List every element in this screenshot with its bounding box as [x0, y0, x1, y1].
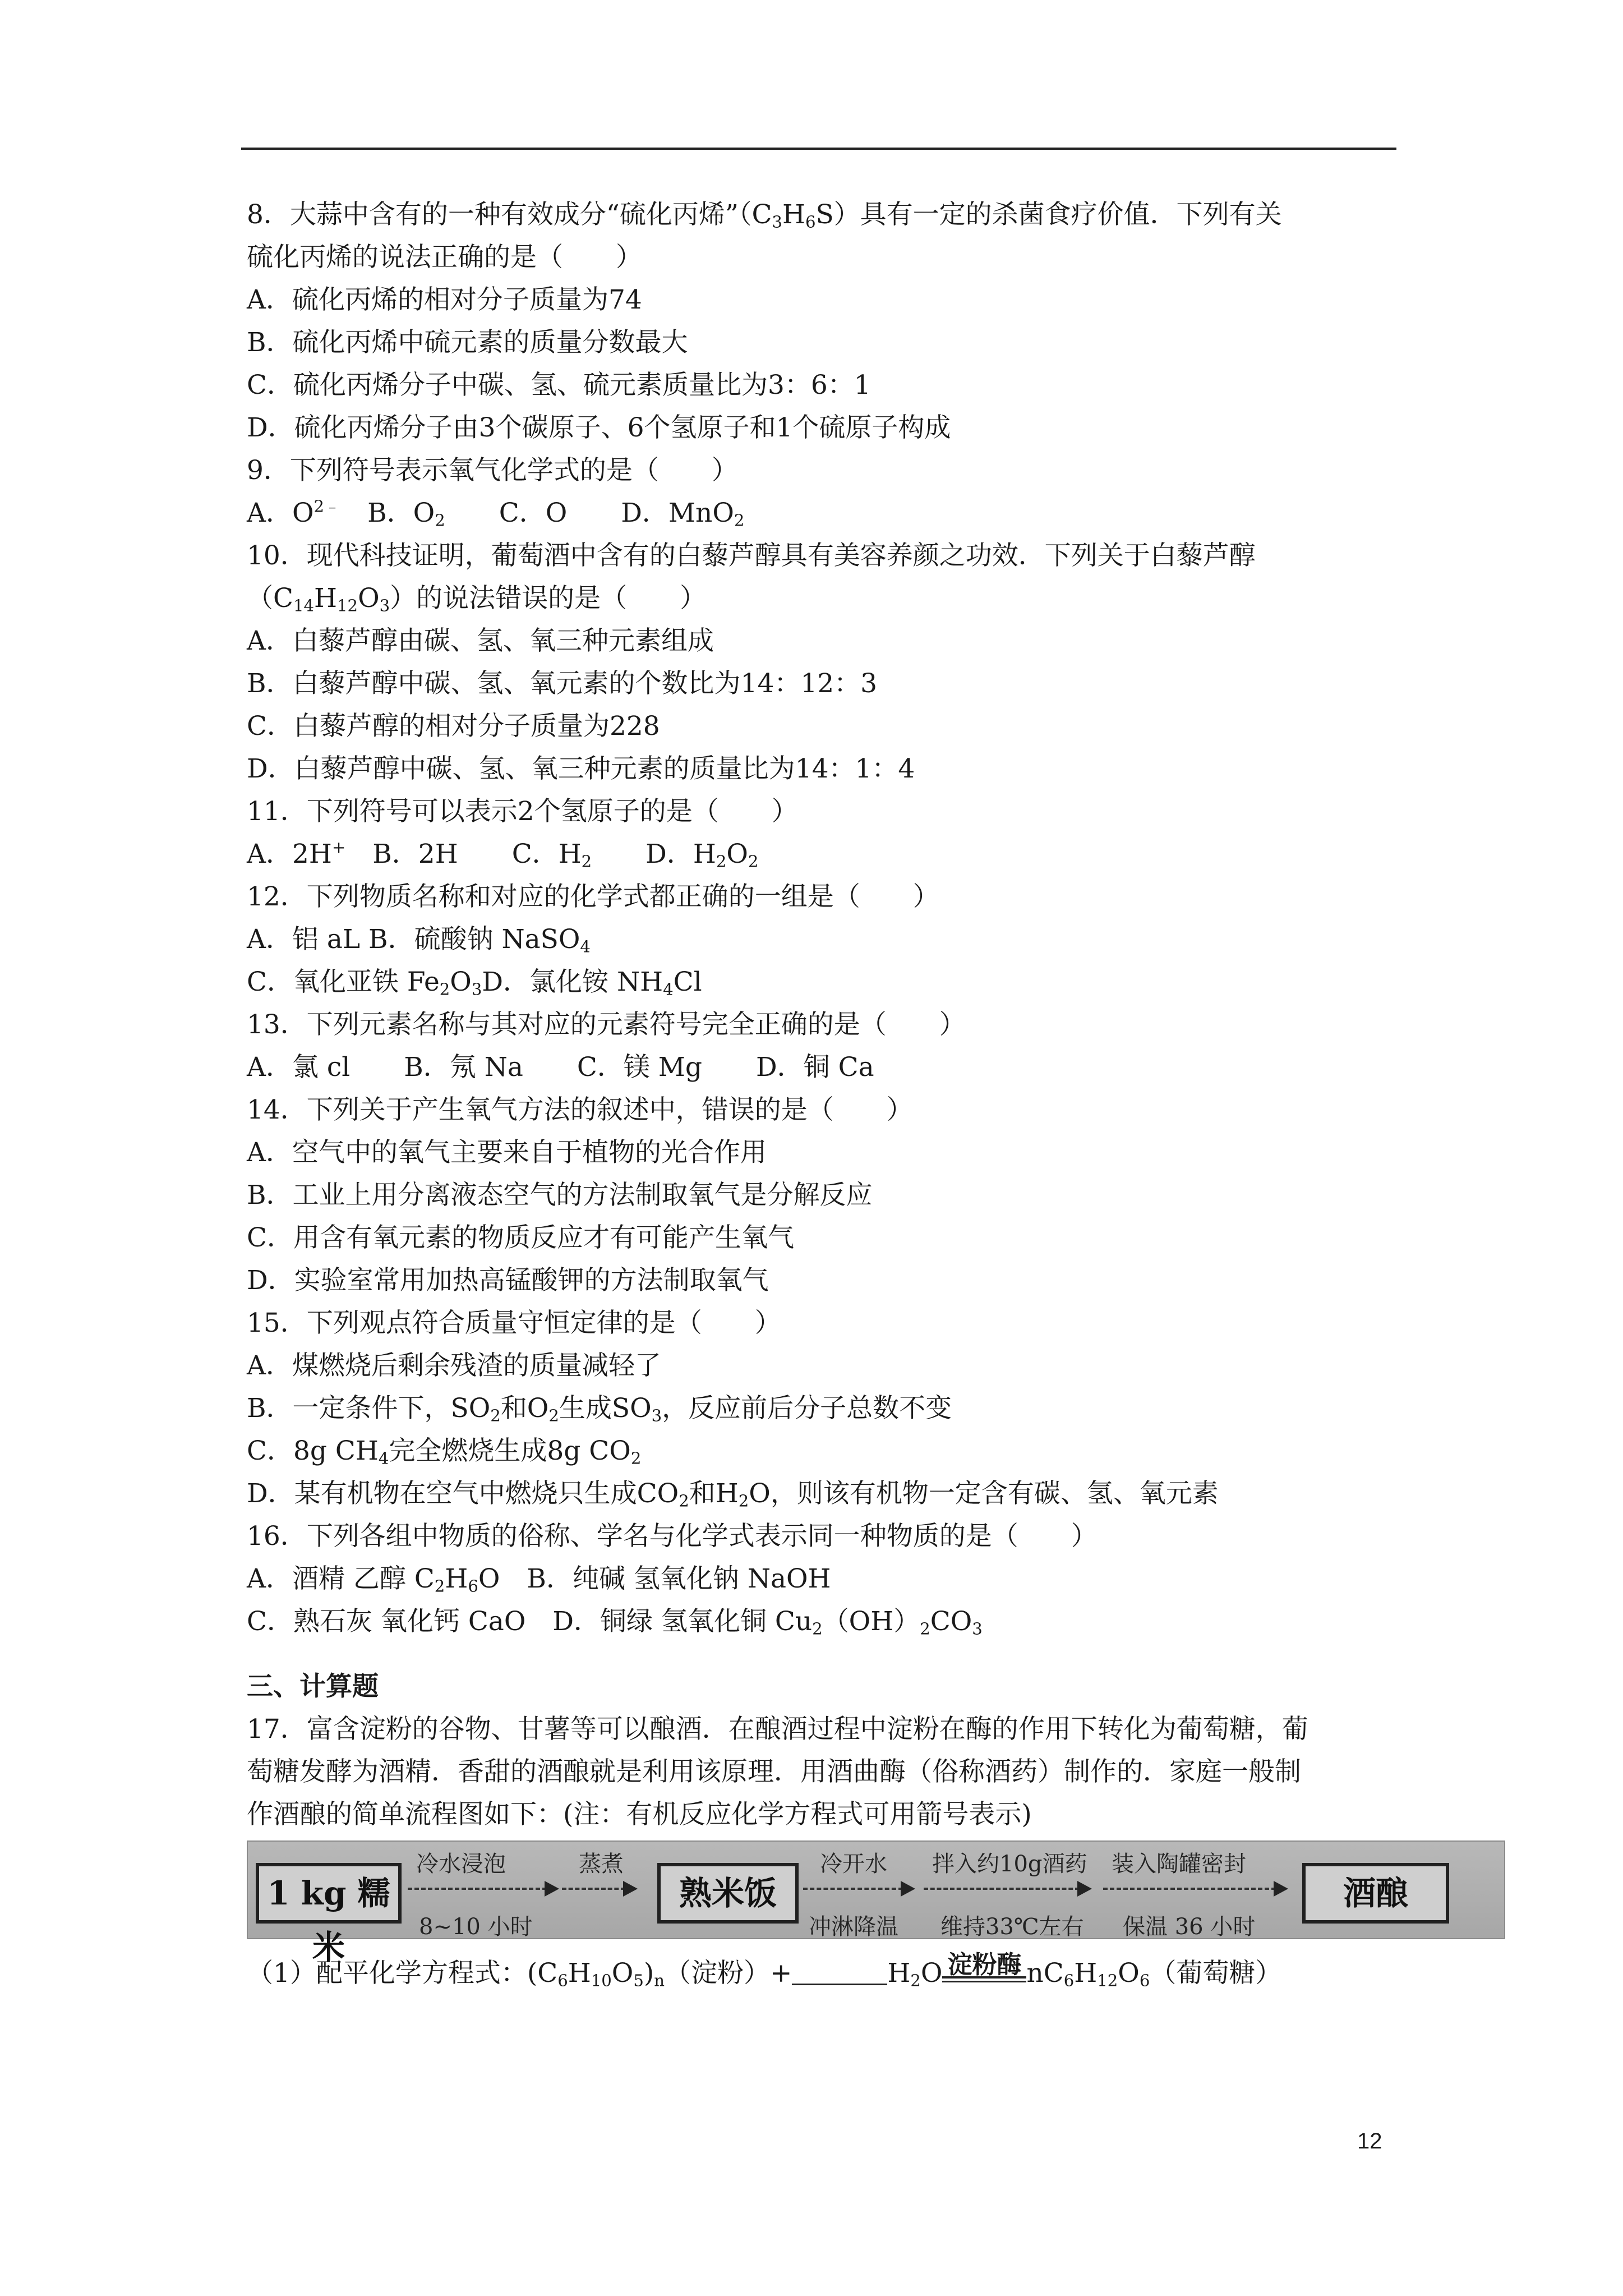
- flow-label-steam: 蒸煮: [579, 1851, 624, 1877]
- header-rule: [241, 148, 1396, 150]
- q12-stem: 12．下列物质名称和对应的化学式都正确的一组是（ ）: [247, 881, 939, 912]
- q8-stem-2: 硫化丙烯的说法正确的是（ ）: [247, 242, 642, 273]
- q16-stem: 16．下列各组中物质的俗称、学名与化学式表示同一种物质的是（ ）: [247, 1521, 1098, 1552]
- q15-option-c: C．8g $CH_4$完全燃烧生成8g $CO_2$: [247, 1435, 642, 1468]
- q10-option-a: A．白藜芦醇由碳、氢、氧三种元素组成: [247, 625, 714, 656]
- flow-arrow-3: [924, 1875, 1092, 1903]
- flow-label-keep-temp: 维持33℃左右: [940, 1914, 1084, 1940]
- q15-stem: 15．下列观点符合质量守恒定律的是（ ）: [247, 1308, 781, 1338]
- flow-label-incubate: 保温 36 小时: [1123, 1914, 1256, 1940]
- flow-arrow-1b: [562, 1875, 638, 1903]
- flow-box-rice-wine: 酒酿: [1302, 1863, 1449, 1924]
- q10-stem: 10．现代科技证明，葡萄酒中含有的白藜芦醇具有美容养颜之功效．下列关于白藜芦醇: [247, 540, 1256, 571]
- q12-options-ab: A．铝 aL B．硫酸钠 NaSO$_4$: [247, 924, 591, 956]
- section-title-calculation: 三、计算题: [247, 1671, 379, 1702]
- reaction-arrow: [942, 1952, 1026, 1985]
- flow-box-glutinous-rice: 1 kg 糯米: [256, 1863, 402, 1924]
- q16-options-ab: A．酒精 乙醇 $C_2H_6O$ B．纯碱 氢氧化钠 NaOH: [247, 1563, 831, 1596]
- q9-options: A．$O^{2﹣}$ B．$O_2$ C．O D．MnO$_2$: [247, 496, 745, 530]
- q14-option-d: D．实验室常用加热高锰酸钾的方法制取氧气: [247, 1265, 769, 1296]
- q10-option-d: D．白藜芦醇中碳、氢、氧三种元素的质量比为14：1：4: [247, 753, 915, 784]
- q11-stem: 11．下列符号可以表示2个氢原子的是（ ）: [247, 796, 798, 827]
- reaction-catalyst: 淀粉酶: [947, 1950, 1022, 1979]
- q8-option-b: B．硫化丙烯中硫元素的质量分数最大: [247, 327, 688, 358]
- q10-option-c: C．白藜芦醇的相对分子质量为228: [247, 711, 660, 742]
- q14-option-b: B．工业上用分离液态空气的方法制取氧气是分解反应: [247, 1180, 873, 1211]
- q14-option-c: C．用含有氧元素的物质反应才有可能产生氧气: [247, 1222, 794, 1253]
- q11-options: A．2H+ B．2H C．$H_2$ D．$H_2O_2$: [247, 838, 759, 871]
- q17-line-1: 17．富含淀粉的谷物、甘薯等可以酿酒．在酿酒过程中淀粉在酶的作用下转化为葡萄糖，葡: [247, 1714, 1308, 1745]
- q8-option-a: A．硫化丙烯的相对分子质量为74: [247, 284, 642, 315]
- q15-option-b: B．一定条件下，$SO_2$和$O_2$生成$SO_3$，反应前后分子总数不变: [247, 1393, 952, 1425]
- q17-line-2: 萄糖发酵为酒精．香甜的酒酿就是利用该原理．用酒曲酶（俗称酒药）制作的．家庭一般制: [247, 1756, 1301, 1787]
- flow-label-cold-water: 冷开水: [820, 1851, 887, 1877]
- flow-label-seal: 装入陶罐密封: [1112, 1851, 1246, 1877]
- q15-option-a: A．煤燃烧后剩余残渣的质量减轻了: [247, 1350, 661, 1381]
- q9-stem: 9．下列符号表示氧气化学式的是（ ）: [247, 455, 738, 486]
- flow-label-add-yeast: 拌入约10g酒药: [932, 1851, 1087, 1877]
- q14-stem: 14．下列关于产生氧气方法的叙述中，错误的是（ ）: [247, 1094, 913, 1125]
- flow-label-cool-down: 冲淋降温: [809, 1914, 898, 1940]
- flow-arrow-1: [408, 1875, 559, 1903]
- q14-option-a: A．空气中的氧气主要来自于植物的光合作用: [247, 1137, 767, 1168]
- q10-option-b: B．白藜芦醇中碳、氢、氧元素的个数比为14：12：3: [247, 668, 878, 699]
- q8-option-c: C．硫化丙烯分子中碳、氢、硫元素质量比为3：6：1: [247, 370, 871, 401]
- q10-stem-2: $(C_{14}H_{12}O_3)$的说法错误的是（ ）: [247, 583, 707, 615]
- q16-options-cd: C．熟石灰 氧化钙 CaO D．铜绿 氢氧化铜 $Cu_2(OH)_2CO_3$: [247, 1606, 983, 1639]
- page-number: 12: [1357, 2129, 1382, 2154]
- flow-arrow-4: [1103, 1875, 1288, 1903]
- q12-options-cd: C．氧化亚铁 $Fe_2O_3D$．氯化铵 $NH_4Cl$: [247, 967, 702, 999]
- q8-stem: 8．大蒜中含有的一种有效成分“硫化丙烯$”(C_3H_6S)$具有一定的杀菌食疗价值．下列有关: [247, 199, 1282, 232]
- flow-box-cooked-rice: 熟米饭: [657, 1863, 799, 1924]
- flow-label-soak-time: 8~10 小时: [419, 1914, 533, 1940]
- q13-options: A．氯 cl B．氖 Na C．镁 Mg D．铜 Ca: [247, 1052, 874, 1083]
- flow-label-soak: 冷水浸泡: [416, 1851, 506, 1877]
- flow-arrow-2: [803, 1875, 915, 1903]
- q15-option-d: D．某有机物在空气中燃烧只生成$CO_2$和$H_2O$，则该有机物一定含有碳、氢、氧元素: [247, 1478, 1219, 1511]
- q8-option-d: D．硫化丙烯分子由3个碳原子、6个氢原子和1个硫原子构成: [247, 412, 951, 443]
- q17-equation: （1）配平化学方程式：$(C_6H_{10}O_5)_n$（淀粉）+ $H_2O$ 淀粉酶 $nC_6H_{12}O_6$（葡萄糖）: [247, 1952, 1413, 1994]
- q17-line-3: 作酒酿的简单流程图如下：(注：有机反应化学方程式可用箭号表示): [247, 1799, 1032, 1830]
- q13-stem: 13．下列元素名称与其对应的元素符号完全正确的是（ ）: [247, 1009, 966, 1040]
- answer-blank[interactable]: [792, 1961, 887, 1985]
- document-body: [247, 194, 1413, 1994]
